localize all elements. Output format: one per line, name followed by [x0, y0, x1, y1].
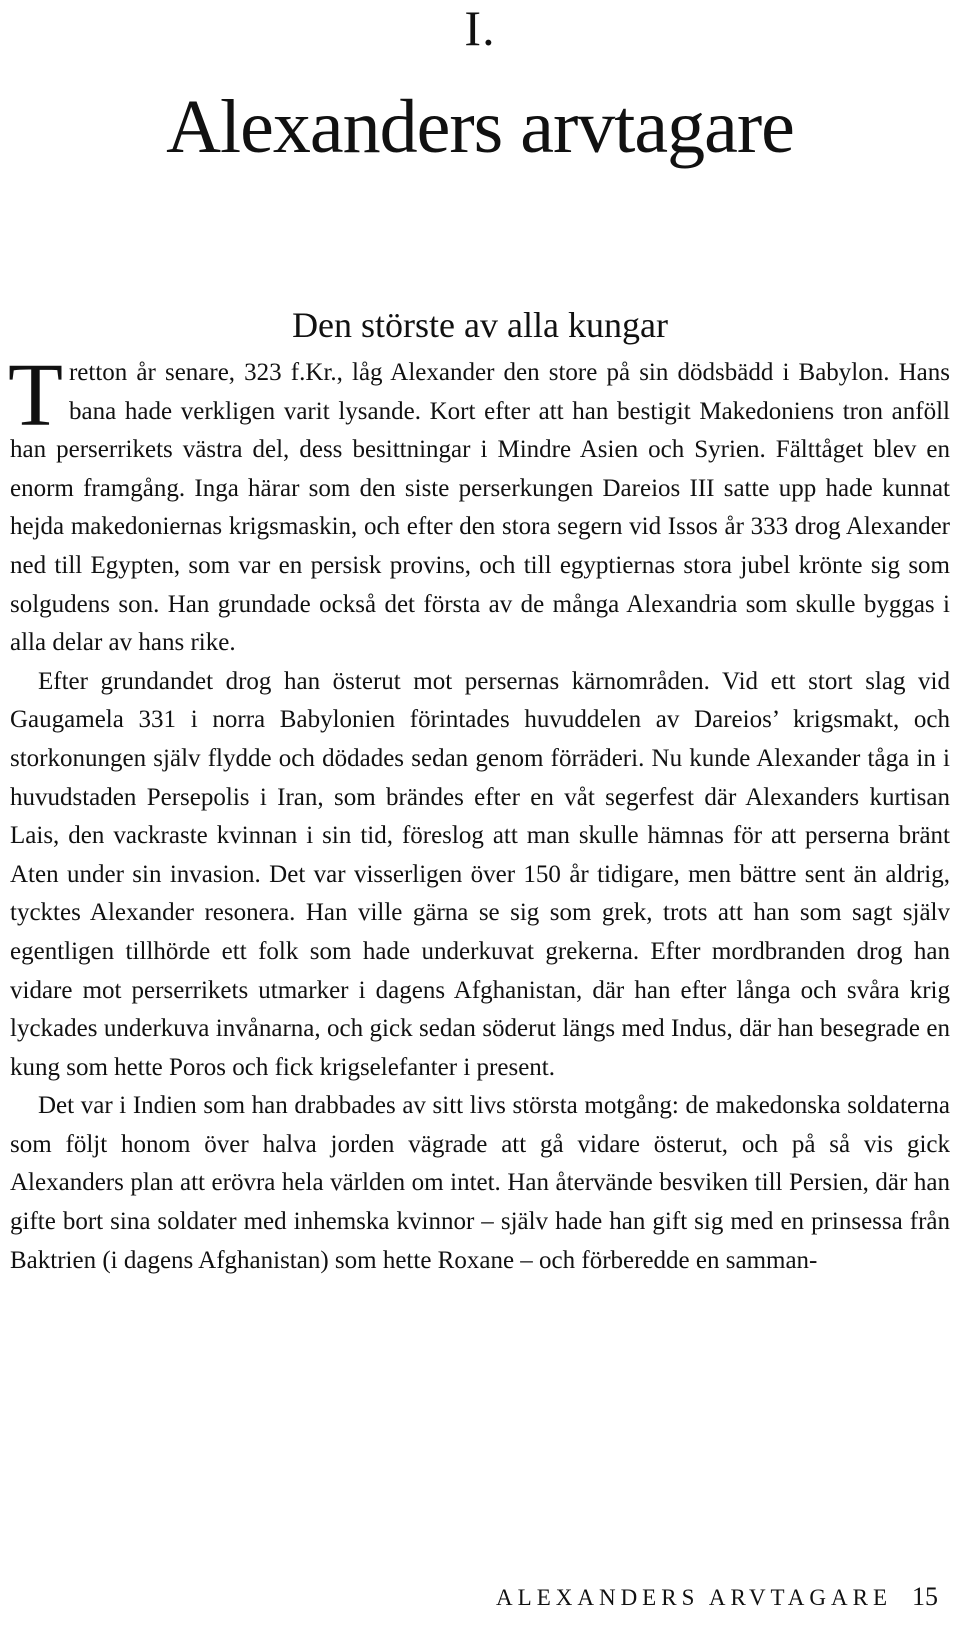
section-heading: Den störste av alla kungar — [292, 305, 668, 345]
body-text — [8, 346, 950, 1280]
chapter-number: I. — [464, 0, 496, 56]
page-number: 15 — [912, 1582, 938, 1611]
drop-cap: T — [8, 346, 63, 445]
chapter-title: Alexanders arvtagare — [166, 85, 794, 169]
running-footer — [496, 1582, 938, 1613]
paragraph-2: Efter grundandet drog han österut mot persernas kärnområden. Vid ett stort slag vid Gaugamela 331 i norra Babylonien förintades huvuddelen av Dareios’ krigsmakt, och storkonungen själv flydde och dödades sedan genom förräderi. Nu kunde Alexander tåga in i huvudstaden Persepolis i Iran, som brändes efter en våt segerfest där Alexanders kurtisan Lais, den vackraste kvinnan i sin tid, föreslog att man skulle hämnas för att perserna bränt Aten under sin invasion. Det var visserligen över 150 år tidigare, men bättre sent än aldrig, tycktes Alexander resonera. Han ville gärna se sig som grek, trots att han som sagt själv egentligen tillhörde ett folk som hade underkuvat grekerna. Efter mordbranden drog han vidare mot perserrikets utmarker i dagens Afghanistan, där han efter långa och svåra krig lyckades underkuva invånarna, och gick sedan söderut längs med Indus, där han besegrade en kung som hette Poros och fick krigselefanter i present. — [10, 667, 950, 1081]
running-title: ALEXANDERS ARVTAGARE — [496, 1585, 892, 1610]
paragraph-1 — [8, 346, 950, 663]
paragraph-1-text: retton år senare, 323 f.Kr., låg Alexander den store på sin dödsbädd i Babylon. Hans bana hade verkligen varit lysande. Kort efter att han bestigit Makedoniens tron anföll han perserrikets västra del, dess besittningar i Mindre Asien och Syrien. Fälttåget blev en enorm framgång. Inga härar som den siste perserkungen Dareios III satte upp hade kunnat hejda makedoniernas krigsmaskin, och efter den stora segern vid Issos år 333 drog Alexander ned till Egypten, som var en persisk provins, och till egyptiernas stora jubel krönte sig som solgudens son. Han grundade också det första av de många Alexandria som skulle byggas i alla delar av hans rike. — [10, 359, 950, 657]
paragraph-3: Det var i Indien som han drabbades av sitt livs största motgång: de makedonska soldaterna som följt honom över halva jorden vägrade att gå vidare österut, och på så vis gick Alexanders plan att erövra hela världen om intet. Han återvände besviken till Persien, där han gifte bort sina soldater med inhemska kvinnor – själv hade han gift sig med en prinsessa från Baktrien (i dagens Afghanistan) som hette Roxane – och förberedde en samman- — [10, 1092, 950, 1274]
